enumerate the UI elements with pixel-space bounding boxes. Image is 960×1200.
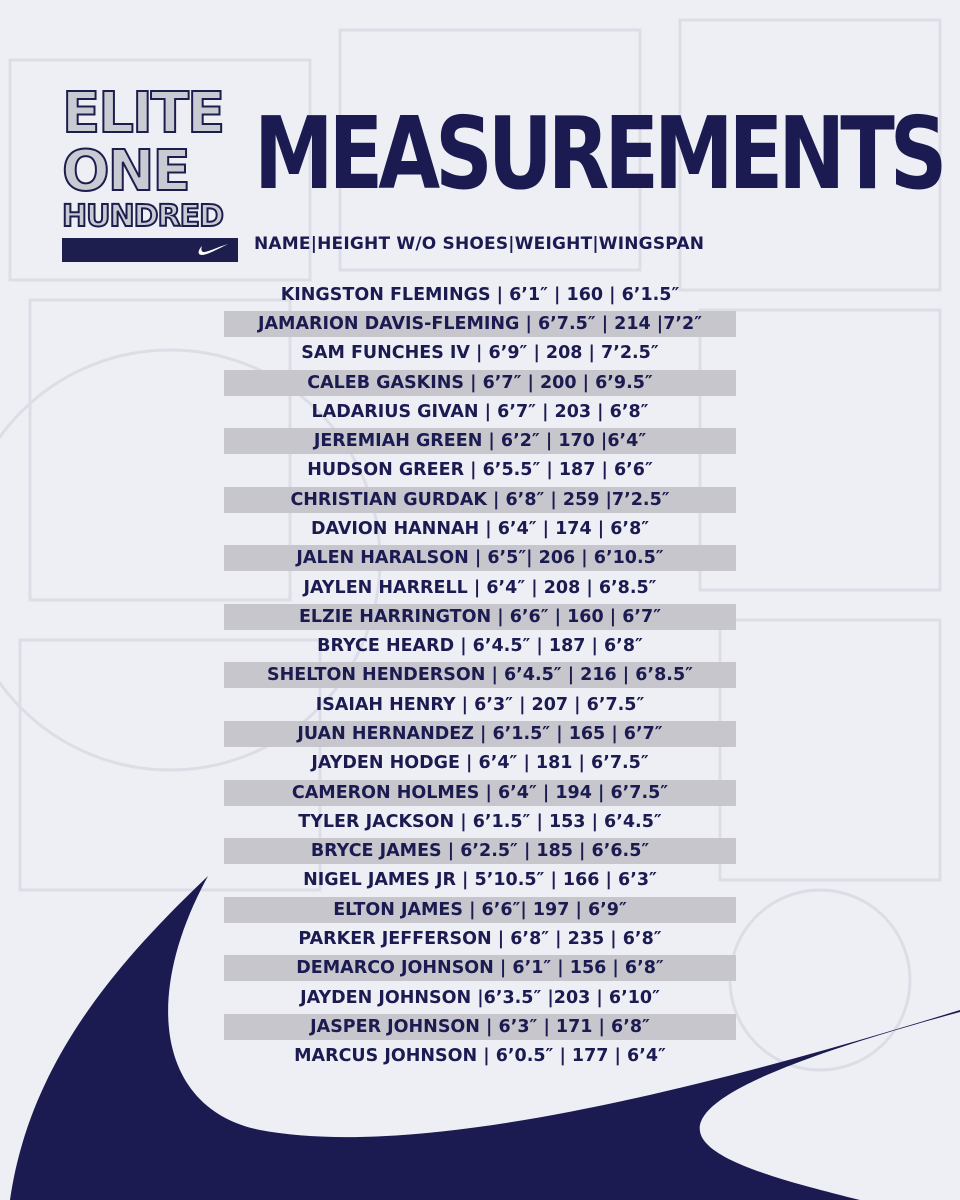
logo-elite: ELITE: [62, 81, 224, 146]
player-row: JAYDEN HODGE | 6’4″ | 181 | 6’7.5″: [311, 753, 649, 774]
player-row: LADARIUS GIVAN | 6’7″ | 203 | 6’8″: [311, 401, 649, 422]
player-row: JAYDEN JOHNSON |6’3.5″ |203 | 6’10″: [300, 987, 660, 1008]
player-row: JASPER JOHNSON | 6’3″ | 171 | 6’8″: [224, 1014, 736, 1040]
player-row: CAMERON HOLMES | 6’4″ | 194 | 6’7.5″: [224, 780, 736, 806]
player-row: SAM FUNCHES IV | 6’9″ | 208 | 7’2.5″: [301, 343, 659, 364]
player-row: SHELTON HENDERSON | 6’4.5″ | 216 | 6’8.5″: [224, 662, 736, 688]
player-row: DAVION HANNAH | 6’4″ | 174 | 6’8″: [310, 518, 650, 539]
player-row: CALEB GASKINS | 6’7″ | 200 | 6’9.5″: [224, 370, 736, 396]
player-row: BRYCE HEARD | 6’4.5″ | 187 | 6’8″: [317, 636, 643, 657]
column-legend: NAME|HEIGHT W/O SHOES|WEIGHT|WINGSPAN: [254, 234, 705, 254]
player-row: DEMARCO JOHNSON | 6’1″ | 156 | 6’8″: [224, 955, 736, 981]
player-row: CHRISTIAN GURDAK | 6’8″ | 259 |7’2.5″: [224, 487, 736, 513]
player-row: BRYCE JAMES | 6’2.5″ | 185 | 6’6.5″: [224, 838, 736, 864]
logo-hundred: HUNDRED: [62, 199, 223, 234]
player-row: ELZIE HARRINGTON | 6’6″ | 160 | 6’7″: [224, 604, 736, 630]
player-row: TYLER JACKSON | 6’1.5″ | 153 | 6’4.5″: [298, 811, 662, 832]
logo-bar: [62, 238, 238, 262]
player-row: KINGSTON FLEMINGS | 6’1″ | 160 | 6’1.5″: [280, 284, 680, 305]
player-row: NIGEL JAMES JR | 5’10.5″ | 166 | 6’3″: [303, 870, 657, 891]
player-row: JAYLEN HARRELL | 6’4″ | 208 | 6’8.5″: [303, 577, 657, 598]
swoosh-icon: [196, 243, 228, 257]
elite-one-hundred-logo: [62, 81, 238, 262]
player-row: MARCUS JOHNSON | 6’0.5″ | 177 | 6’4″: [294, 1046, 666, 1067]
player-row: ELTON JAMES | 6’6″| 197 | 6’9″: [224, 897, 736, 923]
player-row: JAMARION DAVIS-FLEMING | 6’7.5″ | 214 |7’2″: [224, 311, 736, 337]
page-title: MEASUREMENTS: [254, 95, 943, 212]
player-row: HUDSON GREER | 6’5.5″ | 187 | 6’6″: [307, 460, 653, 481]
player-row: ISAIAH HENRY | 6’3″ | 207 | 6’7.5″: [315, 694, 645, 715]
player-row: JUAN HERNANDEZ | 6’1.5″ | 165 | 6’7″: [224, 721, 736, 747]
logo-one: ONE: [62, 139, 189, 204]
player-row: JALEN HARALSON | 6’5″| 206 | 6’10.5″: [224, 545, 736, 571]
player-row: PARKER JEFFERSON | 6’8″ | 235 | 6’8″: [298, 929, 662, 949]
player-row: JEREMIAH GREEN | 6’2″ | 170 |6’4″: [224, 428, 736, 454]
player-list: [224, 280, 736, 1071]
